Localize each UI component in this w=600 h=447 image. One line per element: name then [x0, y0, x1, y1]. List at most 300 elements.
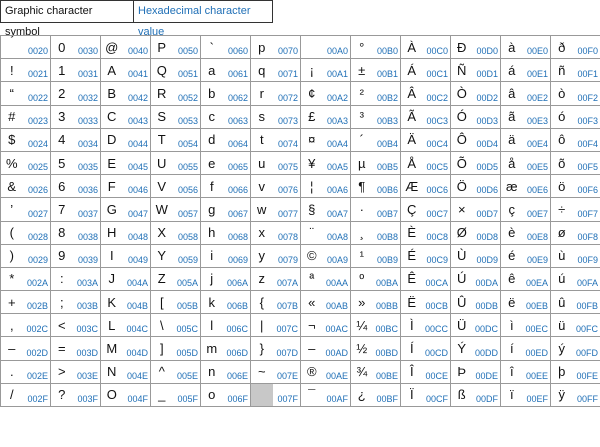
glyph-cell: Z — [151, 267, 173, 290]
glyph-cell: U — [151, 151, 173, 174]
hex-code-cell: 0070 — [273, 36, 301, 59]
hex-code-cell: 00B9 — [373, 244, 401, 267]
glyph-cell: 7 — [51, 198, 73, 221]
glyph-cell: 2 — [51, 82, 73, 105]
hex-code-cell: 00E7 — [523, 198, 551, 221]
glyph-cell: È — [401, 221, 423, 244]
table-row — [1, 59, 600, 82]
glyph-cell: ` — [201, 36, 223, 59]
glyph-cell: ÿ — [551, 383, 573, 406]
glyph-cell: / — [1, 383, 23, 406]
glyph-cell: Õ — [451, 151, 473, 174]
hex-code-cell: 00E5 — [523, 151, 551, 174]
glyph-cell: . — [1, 360, 23, 383]
hex-code-cell: 002C — [23, 314, 51, 337]
hex-code-cell: 00C2 — [423, 82, 451, 105]
hex-code-cell: 00FF — [573, 383, 600, 406]
glyph-cell: Ï — [401, 383, 423, 406]
hex-code-cell: 002E — [23, 360, 51, 383]
glyph-cell: ¸ — [351, 221, 373, 244]
glyph-cell: Ý — [451, 337, 473, 360]
hex-code-cell: 00C8 — [423, 221, 451, 244]
glyph-cell: l — [201, 314, 223, 337]
hex-code-cell: 00E2 — [523, 82, 551, 105]
glyph-cell: q — [251, 59, 273, 82]
hex-code-cell: 0044 — [123, 128, 151, 151]
glyph-cell: y — [251, 244, 273, 267]
hex-code-cell: 00A5 — [323, 151, 351, 174]
hex-code-cell: 003B — [73, 291, 101, 314]
hex-code-cell: 005A — [173, 267, 201, 290]
hex-code-cell: 005C — [173, 314, 201, 337]
glyph-cell: A — [101, 59, 123, 82]
glyph-cell: ; — [51, 291, 73, 314]
glyph-cell: ï — [501, 383, 523, 406]
glyph-cell: ª — [301, 267, 323, 290]
glyph-cell: ¡ — [301, 59, 323, 82]
hex-code-cell: 006B — [223, 291, 251, 314]
hex-code-cell: 004C — [123, 314, 151, 337]
glyph-cell: % — [1, 151, 23, 174]
hex-code-cell: 00E6 — [523, 175, 551, 198]
table-row — [1, 82, 600, 105]
glyph-cell: – — [1, 337, 23, 360]
hex-code-cell: 00EE — [523, 360, 551, 383]
hex-code-cell: 0055 — [173, 151, 201, 174]
glyph-cell: * — [1, 267, 23, 290]
glyph-cell: D — [101, 128, 123, 151]
hex-code-cell: 00B4 — [373, 128, 401, 151]
glyph-cell: ¿ — [351, 383, 373, 406]
glyph-cell: Ã — [401, 105, 423, 128]
hex-code-cell: 00EC — [523, 314, 551, 337]
hex-code-cell: 0026 — [23, 175, 51, 198]
legend-hex-label: Hexadecimal character value — [134, 0, 273, 23]
glyph-cell: É — [401, 244, 423, 267]
glyph-cell: g — [201, 198, 223, 221]
hex-code-cell: 0076 — [273, 175, 301, 198]
hex-code-cell: 0078 — [273, 221, 301, 244]
glyph-cell: M — [101, 337, 123, 360]
glyph-cell: Ú — [451, 267, 473, 290]
glyph-cell: ò — [551, 82, 573, 105]
glyph-cell: n — [201, 360, 223, 383]
glyph-cell: W — [151, 198, 173, 221]
hex-code-cell: 00BC — [373, 314, 401, 337]
hex-code-cell: 007D — [273, 337, 301, 360]
hex-code-cell: 0028 — [23, 221, 51, 244]
hex-code-cell: 003A — [73, 267, 101, 290]
glyph-cell: 6 — [51, 175, 73, 198]
glyph-cell: b — [201, 82, 223, 105]
glyph-cell: ° — [351, 36, 373, 59]
glyph-cell: 3 — [51, 105, 73, 128]
hex-code-cell: 00CA — [423, 267, 451, 290]
hex-code-cell: 00D0 — [473, 36, 501, 59]
glyph-cell: O — [101, 383, 123, 406]
hex-code-cell: 00F0 — [573, 36, 600, 59]
glyph-cell: R — [151, 82, 173, 105]
hex-code-cell: 002F — [23, 383, 51, 406]
hex-code-cell: 0059 — [173, 244, 201, 267]
hex-code-cell: 00F9 — [573, 244, 600, 267]
glyph-cell: _ — [151, 383, 173, 406]
glyph-cell: ý — [551, 337, 573, 360]
hex-code-cell: 00F8 — [573, 221, 600, 244]
table-row — [1, 267, 600, 290]
hex-code-cell: 004B — [123, 291, 151, 314]
hex-code-cell: 00D6 — [473, 175, 501, 198]
glyph-cell: ] — [151, 337, 173, 360]
hex-code-cell: 0062 — [223, 82, 251, 105]
glyph-cell: i — [201, 244, 223, 267]
glyph-cell: Ç — [401, 198, 423, 221]
glyph-cell: ³ — [351, 105, 373, 128]
glyph-cell: ¥ — [301, 151, 323, 174]
hex-code-cell: 0025 — [23, 151, 51, 174]
hex-code-cell: 00FE — [573, 360, 600, 383]
glyph-cell: ü — [551, 314, 573, 337]
glyph-cell: ¼ — [351, 314, 373, 337]
glyph-cell: “ — [1, 82, 23, 105]
glyph-cell: ç — [501, 198, 523, 221]
table-row — [1, 36, 600, 59]
glyph-cell: f — [201, 175, 223, 198]
glyph-cell: ’ — [1, 198, 23, 221]
hex-code-cell: 0058 — [173, 221, 201, 244]
hex-code-cell: 00F7 — [573, 198, 600, 221]
hex-code-cell: 00B6 — [373, 175, 401, 198]
glyph-cell: á — [501, 59, 523, 82]
hex-code-cell: 007B — [273, 291, 301, 314]
hex-code-cell: 00A0 — [323, 36, 351, 59]
glyph-cell: ( — [1, 221, 23, 244]
hex-code-cell: 0043 — [123, 105, 151, 128]
glyph-cell: » — [351, 291, 373, 314]
glyph-cell: à — [501, 36, 523, 59]
glyph-cell: å — [501, 151, 523, 174]
glyph-cell: õ — [551, 151, 573, 174]
glyph-cell: Å — [401, 151, 423, 174]
hex-code-cell: 0075 — [273, 151, 301, 174]
hex-code-cell: 00B1 — [373, 59, 401, 82]
glyph-cell: Ê — [401, 267, 423, 290]
hex-code-cell: 00D3 — [473, 105, 501, 128]
hex-code-cell: 004D — [123, 337, 151, 360]
glyph-cell: V — [151, 175, 173, 198]
table-row — [1, 175, 600, 198]
hex-code-cell: 007A — [273, 267, 301, 290]
glyph-cell: ö — [551, 175, 573, 198]
hex-code-cell: 00B7 — [373, 198, 401, 221]
glyph-cell: ß — [451, 383, 473, 406]
legend — [0, 0, 273, 38]
glyph-cell: K — [101, 291, 123, 314]
hex-code-cell: 00CB — [423, 291, 451, 314]
glyph-cell: Ì — [401, 314, 423, 337]
glyph-cell: G — [101, 198, 123, 221]
hex-code-cell: 0049 — [123, 244, 151, 267]
hex-code-cell: 0037 — [73, 198, 101, 221]
hex-code-cell: 00EA — [523, 267, 551, 290]
hex-code-cell: 0063 — [223, 105, 251, 128]
hex-code-cell: 0048 — [123, 221, 151, 244]
hex-code-cell: 0022 — [23, 82, 51, 105]
glyph-cell: Ô — [451, 128, 473, 151]
glyph-cell: Â — [401, 82, 423, 105]
glyph-cell: · — [351, 198, 373, 221]
glyph-cell: I — [101, 244, 123, 267]
hex-code-cell: 00DA — [473, 267, 501, 290]
glyph-cell: æ — [501, 175, 523, 198]
hex-code-cell: 00DD — [473, 337, 501, 360]
hex-code-cell: 003F — [73, 383, 101, 406]
hex-code-cell: 00BB — [373, 291, 401, 314]
glyph-cell: Û — [451, 291, 473, 314]
glyph-cell: x — [251, 221, 273, 244]
glyph-cell: L — [101, 314, 123, 337]
hex-code-cell: 0072 — [273, 82, 301, 105]
hex-code-cell: 0031 — [73, 59, 101, 82]
hex-code-cell: 00DB — [473, 291, 501, 314]
glyph-cell: Ö — [451, 175, 473, 198]
hex-code-cell: 00E3 — [523, 105, 551, 128]
glyph-cell: ì — [501, 314, 523, 337]
hex-code-cell: 00CE — [423, 360, 451, 383]
glyph-cell: ¶ — [351, 175, 373, 198]
glyph-cell: ½ — [351, 337, 373, 360]
hex-code-cell: 00CC — [423, 314, 451, 337]
glyph-cell: Ù — [451, 244, 473, 267]
hex-code-cell: 00A3 — [323, 105, 351, 128]
glyph-cell: ù — [551, 244, 573, 267]
table-row — [1, 337, 600, 360]
hex-code-cell: 0050 — [173, 36, 201, 59]
glyph-cell: p — [251, 36, 273, 59]
table-row — [1, 244, 600, 267]
hex-code-cell: 0067 — [223, 198, 251, 221]
glyph-cell: Þ — [451, 360, 473, 383]
hex-code-cell: 002B — [23, 291, 51, 314]
hex-code-cell: 00AF — [323, 383, 351, 406]
glyph-cell: ® — [301, 360, 323, 383]
glyph-cell: × — [451, 198, 473, 221]
hex-code-cell: 00A2 — [323, 82, 351, 105]
glyph-cell: í — [501, 337, 523, 360]
hex-code-cell: 00AA — [323, 267, 351, 290]
hex-code-cell: 00AC — [323, 314, 351, 337]
hex-code-cell: 00E4 — [523, 128, 551, 151]
hex-code-cell: 0036 — [73, 175, 101, 198]
hex-code-cell: 007F — [273, 383, 301, 406]
glyph-cell: Y — [151, 244, 173, 267]
hex-code-cell: 0057 — [173, 198, 201, 221]
hex-code-cell: 006A — [223, 267, 251, 290]
glyph-cell: H — [101, 221, 123, 244]
glyph-cell: [ — [151, 291, 173, 314]
hex-code-cell: 0054 — [173, 128, 201, 151]
hex-code-cell: 0074 — [273, 128, 301, 151]
hex-code-cell: 00CF — [423, 383, 451, 406]
table-row — [1, 291, 600, 314]
glyph-cell: ¬ — [301, 314, 323, 337]
glyph-cell: } — [251, 337, 273, 360]
glyph-cell: ~ — [251, 360, 273, 383]
glyph-cell: P — [151, 36, 173, 59]
glyph-cell: = — [51, 337, 73, 360]
glyph-cell: 5 — [51, 151, 73, 174]
hex-code-cell: 0035 — [73, 151, 101, 174]
hex-code-cell: 006F — [223, 383, 251, 406]
hex-code-cell: 004E — [123, 360, 151, 383]
hex-code-cell: 00A6 — [323, 175, 351, 198]
hex-code-cell: 0068 — [223, 221, 251, 244]
hex-code-cell: 0060 — [223, 36, 251, 59]
glyph-cell: j — [201, 267, 223, 290]
hex-code-cell: 00D5 — [473, 151, 501, 174]
hex-code-cell: 00B8 — [373, 221, 401, 244]
glyph-cell: º — [351, 267, 373, 290]
glyph-cell: w — [251, 198, 273, 221]
hex-code-cell: 0024 — [23, 128, 51, 151]
hex-code-cell: 0020 — [23, 36, 51, 59]
hex-code-cell: 00C4 — [423, 128, 451, 151]
hex-code-cell: 00A8 — [323, 221, 351, 244]
hex-code-cell: 00BF — [373, 383, 401, 406]
glyph-cell: ! — [1, 59, 23, 82]
glyph-cell: Ü — [451, 314, 473, 337]
glyph-cell: B — [101, 82, 123, 105]
glyph-cell: © — [301, 244, 323, 267]
hex-code-cell: 005D — [173, 337, 201, 360]
glyph-cell: è — [501, 221, 523, 244]
glyph-cell: u — [251, 151, 273, 174]
glyph-cell: < — [51, 314, 73, 337]
hex-code-cell: 00FB — [573, 291, 600, 314]
table-row — [1, 314, 600, 337]
hex-code-cell: 0046 — [123, 175, 151, 198]
glyph-cell: d — [201, 128, 223, 151]
hex-code-cell: 0027 — [23, 198, 51, 221]
hex-code-cell: 0071 — [273, 59, 301, 82]
hex-code-cell: 00AE — [323, 360, 351, 383]
glyph-cell: þ — [551, 360, 573, 383]
hex-code-cell: 003D — [73, 337, 101, 360]
hex-code-cell: 0053 — [173, 105, 201, 128]
hex-code-cell: 00DF — [473, 383, 501, 406]
glyph-cell: h — [201, 221, 223, 244]
hex-code-cell: 00D8 — [473, 221, 501, 244]
glyph-cell: 1 — [51, 59, 73, 82]
hex-code-cell: 00E9 — [523, 244, 551, 267]
glyph-cell: > — [51, 360, 73, 383]
hex-code-cell: 00C6 — [423, 175, 451, 198]
glyph-cell: £ — [301, 105, 323, 128]
glyph-cell: ë — [501, 291, 523, 314]
table-row — [1, 128, 600, 151]
hex-code-cell: 00B0 — [373, 36, 401, 59]
glyph-cell — [251, 383, 273, 406]
glyph-cell: ú — [551, 267, 573, 290]
hex-code-cell: 0073 — [273, 105, 301, 128]
glyph-cell: ô — [551, 128, 573, 151]
glyph-cell: Ñ — [451, 59, 473, 82]
glyph-cell: { — [251, 291, 273, 314]
glyph-cell: F — [101, 175, 123, 198]
hex-code-cell: 00E1 — [523, 59, 551, 82]
glyph-cell: t — [251, 128, 273, 151]
glyph-cell: Ò — [451, 82, 473, 105]
glyph-cell: ¹ — [351, 244, 373, 267]
hex-code-cell: 005F — [173, 383, 201, 406]
hex-code-cell: 00FC — [573, 314, 600, 337]
hex-code-cell: 0066 — [223, 175, 251, 198]
hex-code-cell: 00BE — [373, 360, 401, 383]
glyph-cell: + — [1, 291, 23, 314]
glyph-cell: T — [151, 128, 173, 151]
hex-code-cell: 00D4 — [473, 128, 501, 151]
glyph-cell: ð — [551, 36, 573, 59]
glyph-cell: E — [101, 151, 123, 174]
glyph-cell: ¯ — [301, 383, 323, 406]
glyph-cell: ñ — [551, 59, 573, 82]
glyph-cell — [301, 36, 323, 59]
glyph-cell: e — [201, 151, 223, 174]
glyph-cell: v — [251, 175, 273, 198]
glyph-cell: â — [501, 82, 523, 105]
glyph-cell: Ë — [401, 291, 423, 314]
glyph-cell: ê — [501, 267, 523, 290]
glyph-cell: J — [101, 267, 123, 290]
glyph-cell: Ä — [401, 128, 423, 151]
glyph-cell: z — [251, 267, 273, 290]
glyph-cell: Ð — [451, 36, 473, 59]
glyph-cell: s — [251, 105, 273, 128]
hex-code-cell: 00AD — [323, 337, 351, 360]
hex-code-cell: 003E — [73, 360, 101, 383]
hex-code-cell: 00F4 — [573, 128, 600, 151]
hex-code-cell: 005B — [173, 291, 201, 314]
hex-code-cell: 00FD — [573, 337, 600, 360]
hex-code-cell: 0038 — [73, 221, 101, 244]
glyph-cell: § — [301, 198, 323, 221]
hex-code-cell: 00A7 — [323, 198, 351, 221]
hex-code-cell: 0051 — [173, 59, 201, 82]
hex-code-cell: 0039 — [73, 244, 101, 267]
glyph-cell: µ — [351, 151, 373, 174]
hex-code-cell: 00B5 — [373, 151, 401, 174]
hex-code-cell: 00E8 — [523, 221, 551, 244]
glyph-cell: a — [201, 59, 223, 82]
hex-code-cell: 00F2 — [573, 82, 600, 105]
glyph-cell: ¨ — [301, 221, 323, 244]
hex-code-cell: 007C — [273, 314, 301, 337]
hex-code-cell: 00D9 — [473, 244, 501, 267]
glyph-cell: Î — [401, 360, 423, 383]
glyph-cell: ² — [351, 82, 373, 105]
glyph-cell: « — [301, 291, 323, 314]
hex-code-cell: 0023 — [23, 105, 51, 128]
glyph-cell: S — [151, 105, 173, 128]
hex-code-cell: 00D1 — [473, 59, 501, 82]
glyph-cell: 9 — [51, 244, 73, 267]
hex-code-cell: 00F6 — [573, 175, 600, 198]
table-row — [1, 105, 600, 128]
glyph-cell: Q — [151, 59, 173, 82]
glyph-cell: r — [251, 82, 273, 105]
glyph-cell: é — [501, 244, 523, 267]
glyph-cell: ´ — [351, 128, 373, 151]
